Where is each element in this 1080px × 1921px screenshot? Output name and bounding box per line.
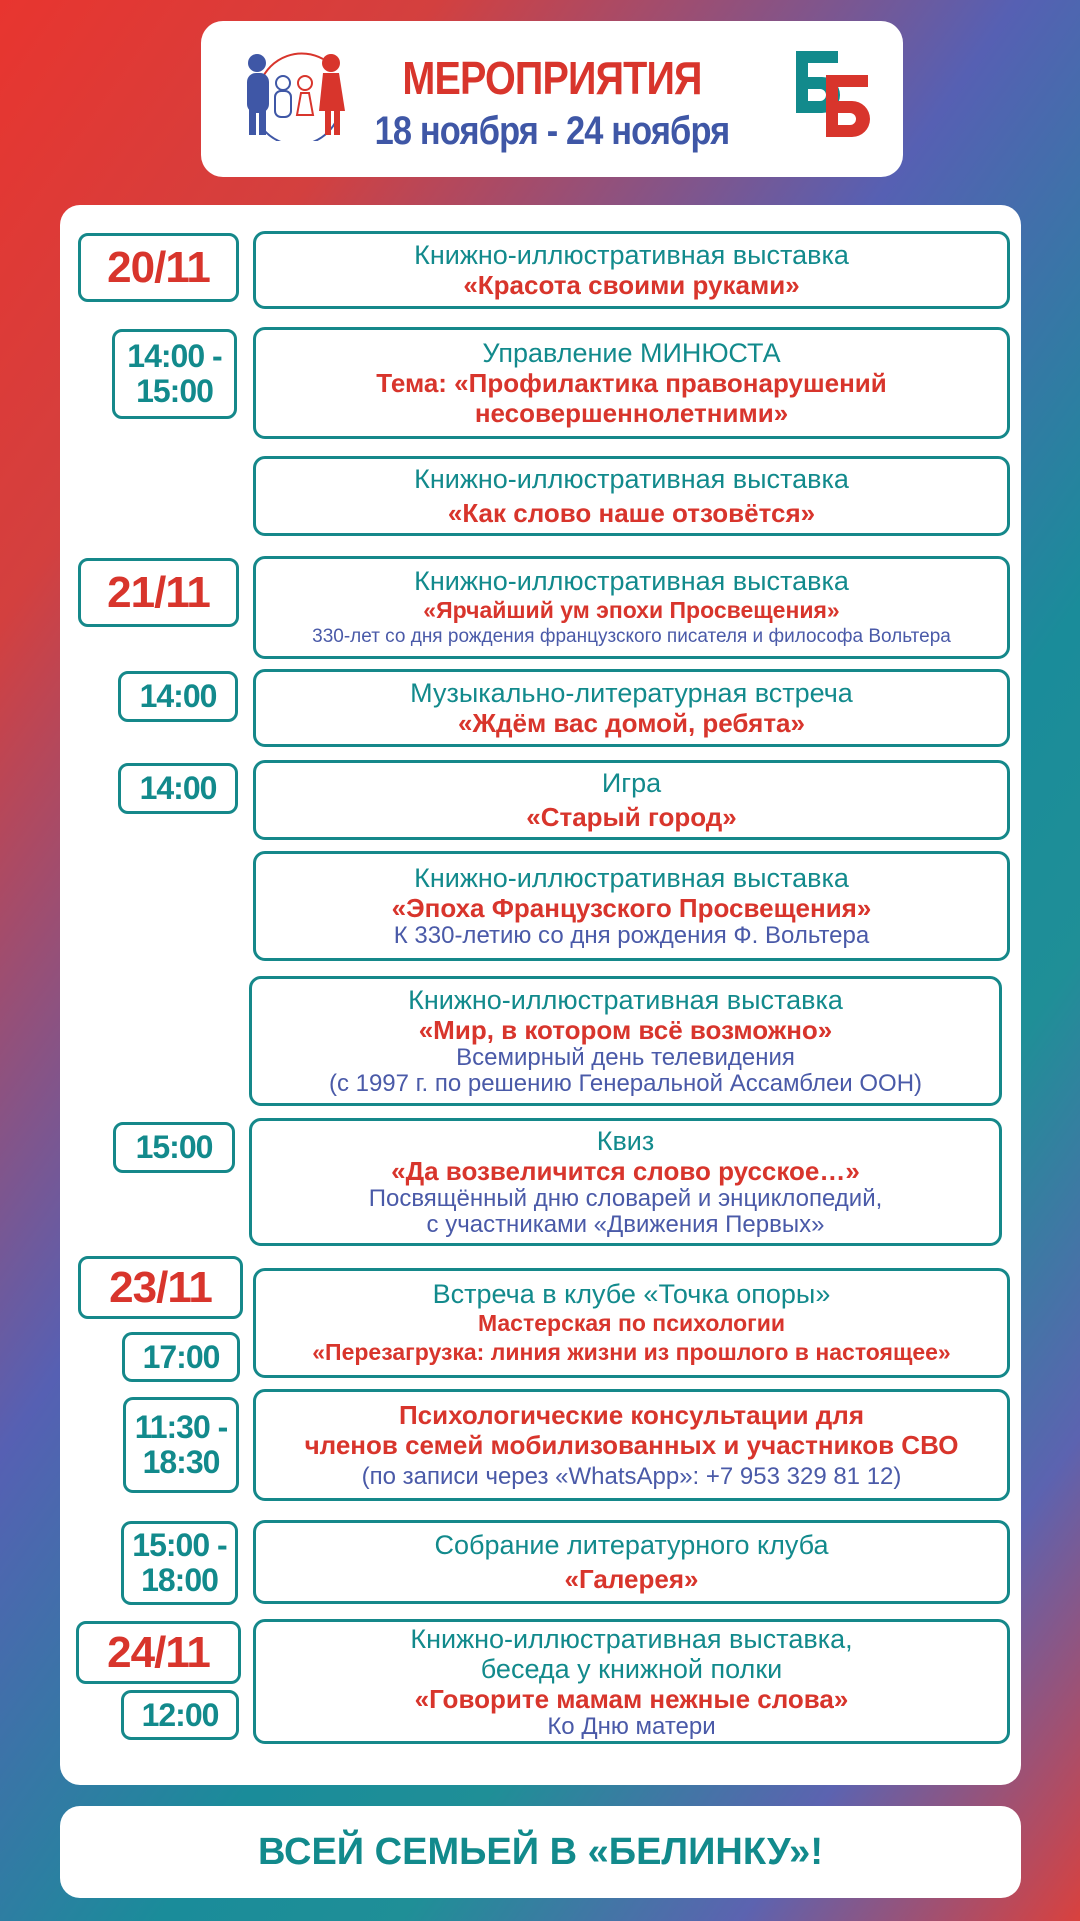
date-badge: 23/11 <box>78 1256 243 1319</box>
footer-slogan: ВСЕЙ СЕМЬЕЙ В «БЕЛИНКУ»! <box>60 1806 1021 1898</box>
event-card: Психологические консультации для членов семей мобилизованных и участников СВО (по записи через «WhatsApp»: +7 953 329 81 12) <box>253 1389 1010 1501</box>
header-dates: 18 ноября - 24 ноября <box>374 109 730 153</box>
event-card: Книжно-иллюстративная выставка, беседа у книжной полки «Говорите мамам нежные слова» Ко Дню матери <box>253 1619 1010 1744</box>
event-card: Книжно-иллюстративная выставка «Как слово наше отзовётся» <box>253 456 1010 536</box>
event-card: Управление МИНЮСТА Тема: «Профилактика правонарушений несовершеннолетними» <box>253 327 1010 439</box>
date-badge: 21/11 <box>78 558 239 627</box>
time-badge: 14:00 <box>118 671 238 722</box>
event-card: Музыкально-литературная встреча «Ждём вас домой, ребята» <box>253 669 1010 747</box>
time-badge: 14:00 - 15:00 <box>112 329 237 419</box>
header-card <box>201 21 903 177</box>
event-card: Книжно-иллюстративная выставка «Эпоха Французского Просвещения» К 330-летию со дня рождения Ф. Вольтера <box>253 851 1010 961</box>
bb-logo-icon <box>792 49 870 141</box>
date-badge: 20/11 <box>78 233 239 302</box>
event-card: Квиз «Да возвеличится слово русское…» Посвящённый дню словарей и энциклопедий, с участниками «Движения Первых» <box>249 1118 1002 1246</box>
time-badge: 14:00 <box>118 763 238 814</box>
header-title: МЕРОПРИЯТИЯ <box>402 52 702 104</box>
event-card: Игра «Старый город» <box>253 760 1010 840</box>
event-card: Книжно-иллюстративная выставка «Ярчайший ум эпохи Просвещения» 330-лет со дня рождения французского писателя и философа Вольтера <box>253 556 1010 659</box>
time-badge: 15:00 - 18:00 <box>121 1521 238 1605</box>
date-badge: 24/11 <box>76 1621 241 1684</box>
time-badge: 11:30 - 18:30 <box>123 1397 239 1493</box>
event-card: Собрание литературного клуба «Галерея» <box>253 1520 1010 1604</box>
event-card: Встреча в клубе «Точка опоры» Мастерская по психологии «Перезагрузка: линия жизни из прошлого в настоящее» <box>253 1268 1010 1378</box>
time-badge: 17:00 <box>122 1332 240 1382</box>
event-card: Книжно-иллюстративная выставка «Мир, в котором всё возможно» Всемирный день телевидения (с 1997 г. по решению Генеральной Ассамблеи ООН) <box>249 976 1002 1106</box>
time-badge: 12:00 <box>121 1690 239 1740</box>
event-card: Книжно-иллюстративная выставка «Красота своими руками» <box>253 231 1010 309</box>
time-badge: 15:00 <box>113 1122 235 1173</box>
